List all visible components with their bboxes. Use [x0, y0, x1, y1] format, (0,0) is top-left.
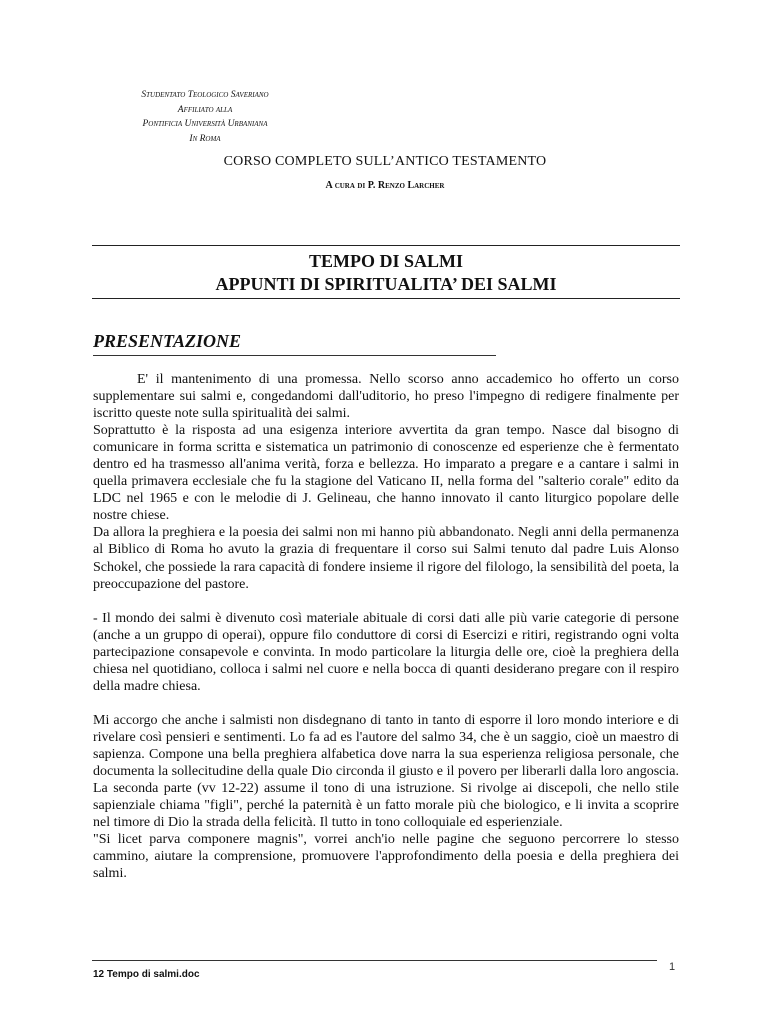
- institution-university: Pontificia Università Urbaniana: [142, 119, 268, 129]
- document-subtitle: APPUNTI DI SPIRITUALITA’ DEI SALMI: [215, 274, 557, 294]
- page-number: 1: [669, 961, 676, 973]
- paragraph-spacer: [93, 593, 679, 610]
- paragraph: Mi accorgo che anche i salmisti non disdegnano di tanto in tanto di esporre il loro mondo interiore e di rivelare così pensieri e sentimenti. Lo fa ad es l'autore del salmo 34, che è un saggio, cioè un maestro di sapienza. Compone una bella preghiera alfabetica dove narra la sua esperienza religiosa personale, che documenta la sollecitudine della quale Dio circonda il giusto e il povero per liberarli dalla loro angoscia. La seconda parte (vv 12-22) assume il tono di una istruzione. Si rivolge ai discepoli, che nello stile sapienziale chiama "figli", perché la paternità è un fatto morale più che biologico, e li invita a scoprire nel timore di Dio la strada della felicità. Il tutto in tono colloquiale ed esperienziale.: [93, 712, 679, 831]
- paragraph: Soprattutto è la risposta ad una esigenza interiore avvertita da gran tempo. Nasce dal bisogno di comunicare in forma scritta e sistematica un patrimonio di conoscenze ed esperienze che è fermentato dentro ed ha trasmesso all'anima verità, forza e bellezza. Ho imparato a pregare e a cantare i salmi in quella primavera ecclesiale che fu la stagione del Vaticano II, nella forma del "salterio corale" edito da LDC nel 1965 e con le melodie di J. Gelineau, che hanno innovato il canto liturgico popolare delle nostre chiese.: [93, 423, 679, 524]
- institution-header: [90, 88, 320, 146]
- paragraph-spacer: [93, 695, 679, 712]
- course-title: CORSO COMPLETO SULL’ANTICO TESTAMENTO: [223, 154, 547, 169]
- paragraph: Da allora la preghiera e la poesia dei salmi non mi hanno più abbandonato. Negli anni della permanenza al Biblico di Roma ho avuto la grazia di frequentare il corso sui Salmi tenuto dal padre Luis Alonso Schokel, che possiede la rara capacità di fondere insieme il rigore del filologo, la sensibilità del poeta, la preoccupazione del pastore.: [93, 525, 679, 592]
- institution-location: In Roma: [189, 133, 221, 144]
- title-bottom-rule: [92, 298, 680, 299]
- document-title: TEMPO DI SALMI: [308, 251, 463, 271]
- institution-name: Studentato Teologico Saveriano: [141, 90, 269, 100]
- footer-rule: [92, 960, 657, 961]
- paragraph: - Il mondo dei salmi è divenuto così materiale abituale di corsi dati alle più varie categorie di persone (anche a un gruppo di operai), oppure filo conduttore di corsi di Esercizi e ritiri, registrando ogni volta partecipazione consapevole e convinta. In modo particolare la liturgia delle ore, cioè la preghiera della chiesa nel quotidiano, colloca i salmi nel cuore e nella bocca di quanti desiderano pregare con il respiro della madre chiesa.: [93, 610, 679, 694]
- institution-affiliation: Affiliato alla: [177, 104, 233, 115]
- paragraph: "Si licet parva componere magnis", vorrei anch'io nelle pagine che seguono percorrere lo stesso cammino, aiutare la comprensione, promuovere l'approfondimento della poesia e della preghiera dei salmi.: [93, 832, 679, 882]
- footer-filename: 12 Tempo di salmi.doc: [93, 969, 200, 980]
- section-heading-rule: [93, 355, 496, 356]
- curator-line: A cura di P. Renzo Larcher: [325, 180, 445, 191]
- paragraph: E' il mantenimento di una promessa. Nello scorso anno accademico ho offerto un corso supplementare sui salmi e, congedandomi dall'uditorio, ho preso l'impegno di redigere finalmente per iscritto queste note sulla spiritualità dei salmi.: [93, 372, 679, 422]
- section-heading: PRESENTAZIONE: [93, 331, 242, 351]
- title-top-rule: [92, 245, 680, 246]
- body-text: [93, 371, 679, 882]
